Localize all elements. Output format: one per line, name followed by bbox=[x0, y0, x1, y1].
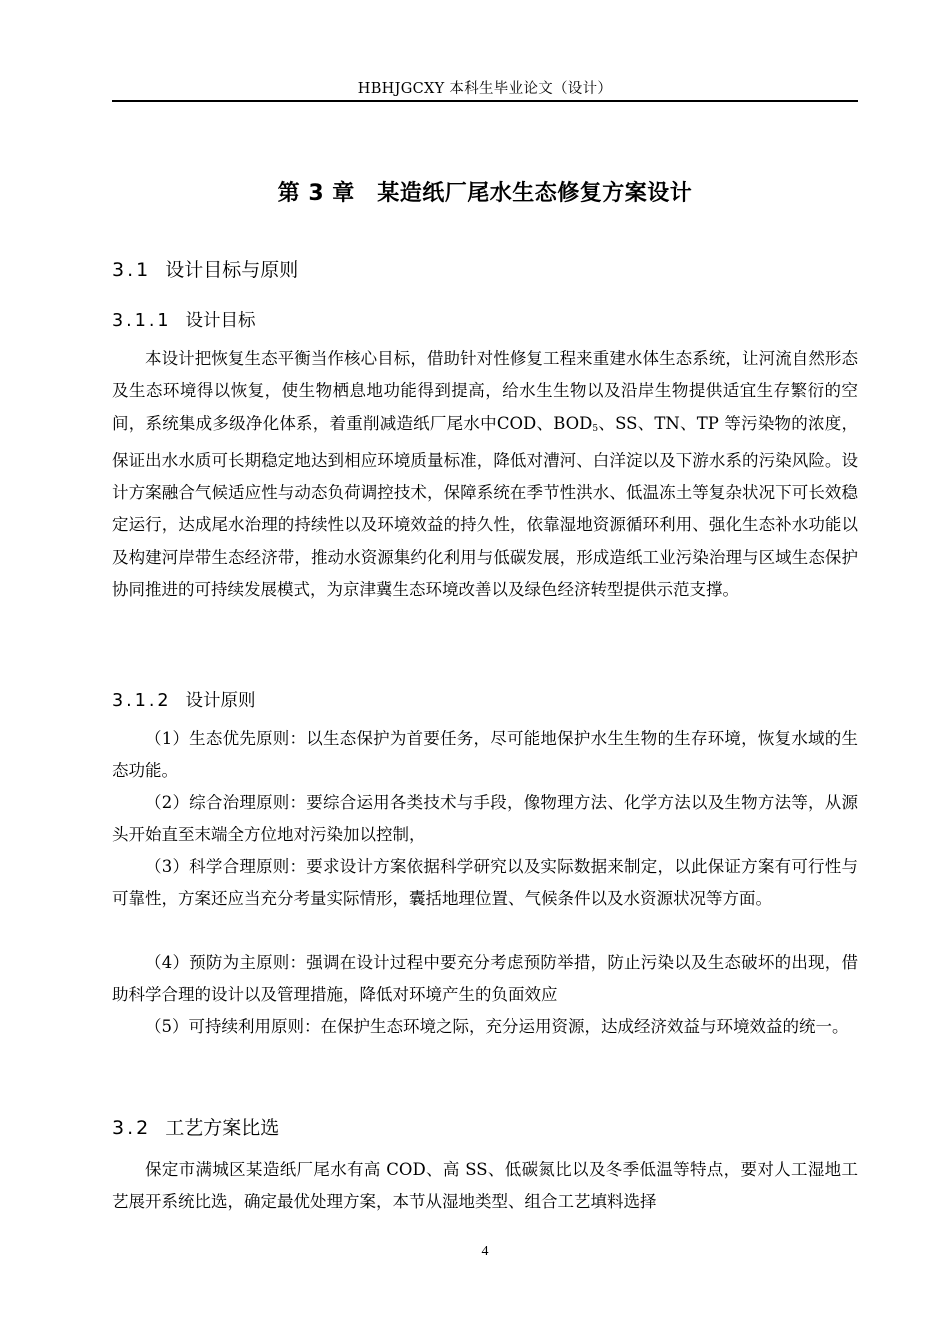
section-number: 3.2 bbox=[112, 1117, 152, 1139]
page-number: 4 bbox=[481, 1244, 489, 1259]
section-title: 设计目标与原则 bbox=[165, 259, 299, 281]
header-rule bbox=[112, 100, 858, 102]
principle-item: （1）生态优先原则：以生态保护为首要任务，尽可能地保护水生生物的生存环境，恢复水域的生态功能。 bbox=[112, 729, 858, 781]
section-heading-3-2 bbox=[112, 1113, 279, 1140]
subsection-number: 3.1.2 bbox=[112, 691, 172, 711]
design-goal-paragraph bbox=[112, 343, 858, 606]
section-number: 3.1 bbox=[112, 259, 152, 281]
subsection-title: 设计原则 bbox=[185, 691, 256, 711]
subsection-number: 3.1.1 bbox=[112, 311, 172, 331]
paragraph-text: 、SS、TN、TP 等污染物的浓度，保证出水水质可长期稳定地达到相应环境质量标准，降低对漕河、白洋淀以及下游水系的污染风险。设计方案融合气候适应性与动态负荷调控技术，保障系统在季节性洪水、低温冻土等复杂状况下可长效稳定运行，达成尾水治理的持续性以及环境效益的持久性，依靠湿地资源循环利用、强化生态补水功能以及构建河岸带生态经济带，推动水资源集约化利用与低碳发展，形成造纸工业污染治理与区域生态保护协同推进的可持续发展模式，为京津冀生态环境改善以及绿色经济转型提供示范支撑。 bbox=[112, 413, 858, 600]
principle-item: （2）综合治理原则：要综合运用各类技术与手段，像物理方法、化学方法以及生物方法等，从源头开始直至末端全方位地对污染加以控制， bbox=[112, 793, 858, 845]
chapter-title: 第 3 章 某造纸厂尾水生态修复方案设计 bbox=[277, 181, 693, 206]
process-comparison-paragraph: 保定市满城区某造纸厂尾水有高 COD、高 SS、低碳氮比以及冬季低温等特点，要对人工湿地工艺展开系统比选，确定最优处理方案，本节从湿地类型、组合工艺填料选择 bbox=[112, 1160, 858, 1212]
principle-item: （4）预防为主原则：强调在设计过程中要充分考虑预防举措，防止污染以及生态破坏的出现，借助科学合理的设计以及管理措施，降低对环境产生的负面效应 bbox=[112, 953, 858, 1005]
subsection-heading-3-1-2 bbox=[112, 687, 256, 712]
principle-item: （5）可持续利用原则：在保护生态环境之际，充分运用资源，达成经济效益与环境效益的统一。 bbox=[145, 1017, 849, 1036]
subsection-title: 设计目标 bbox=[185, 311, 256, 331]
section-heading-3-1 bbox=[112, 255, 298, 282]
paragraph-text: 本设计把恢复生态平衡当作核心目标，借助针对性修复工程来重建水体生态系统，让河流自然形态及生态环境得以恢复，使生物栖息地功能得到提高，给水生生物以及沿岸生物提供适宜生存繁衍的空间，系统集成多级净化体系，着重削减造纸厂尾水中COD、BOD bbox=[112, 349, 858, 433]
principle-item: （3）科学合理原则：要求设计方案依据科学研究以及实际数据来制定，以此保证方案有可行性与可靠性，方案还应当充分考量实际情形，囊括地理位置、气候条件以及水资源状况等方面。 bbox=[112, 857, 858, 909]
running-header: HBHJGCXY 本科生毕业论文（设计） bbox=[357, 81, 613, 97]
subscript: 5 bbox=[592, 423, 599, 434]
section-title: 工艺方案比选 bbox=[165, 1117, 280, 1139]
subsection-heading-3-1-1 bbox=[112, 307, 256, 332]
